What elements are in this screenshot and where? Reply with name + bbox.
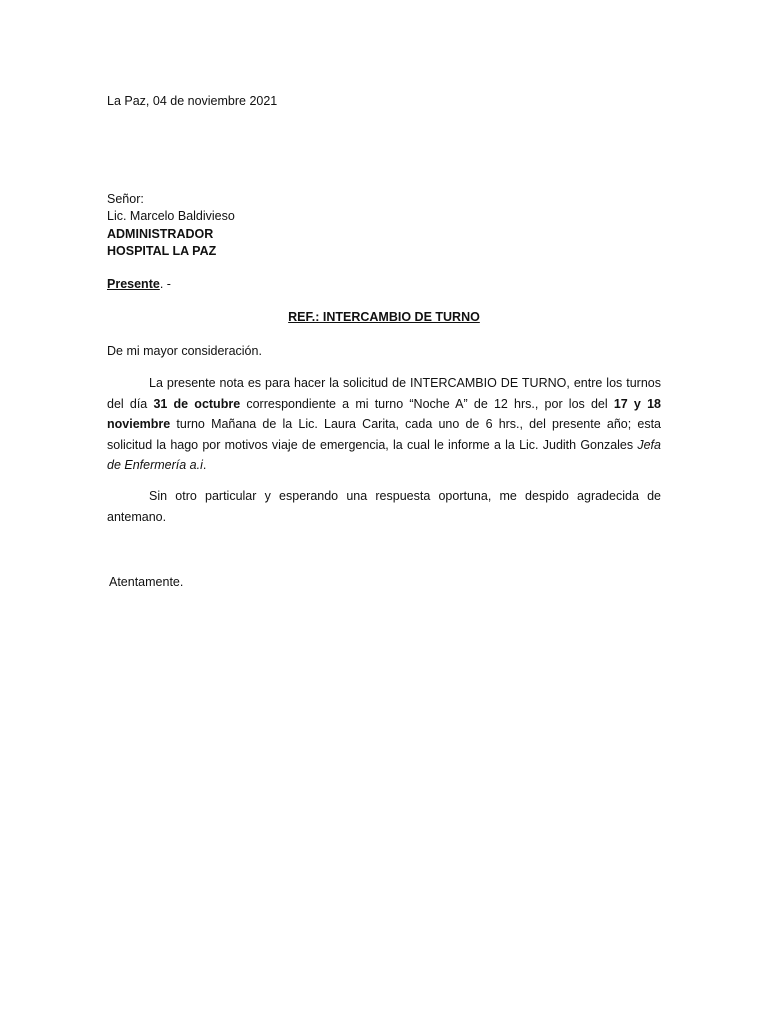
paragraph-1-title: Jefa de Enfermería a.i — [107, 437, 661, 472]
recipient-position: ADMINISTRADOR — [107, 226, 214, 241]
recipient-block — [107, 191, 661, 260]
presente-line — [107, 276, 661, 293]
presente-suffix: . - — [159, 277, 171, 291]
paragraph-1-date-b: 17 y 18 noviembre — [107, 396, 661, 431]
paragraph-1-text-d: . — [202, 458, 207, 472]
recipient-salutation: Señor: — [107, 192, 144, 206]
paragraph-1-date-a: 31 de octubre — [153, 396, 241, 411]
paragraph-1-text-c: turno Mañana de la Lic. Laura Carita, cada uno de 6 hrs., del presente año; esta solicitud la hago por motivos viaje de emergencia, la cual le informe a la Lic. Judith Gonzales — [107, 417, 661, 452]
body-paragraph-1 — [107, 373, 661, 476]
recipient-name: Lic. Marcelo Baldivieso — [107, 209, 235, 224]
body-paragraph-2: Sin otro particular y esperando una respuesta oportuna, me despido agradecida de antemano. — [107, 489, 661, 524]
greeting-line: De mi mayor consideración. — [107, 344, 262, 358]
presente-word: Presente — [107, 277, 160, 291]
closing-line: Atentamente. — [109, 575, 184, 589]
paragraph-1-text-a: La presente nota es para hacer la solicitud de INTERCAMBIO DE TURNO, entre los turnos del día — [107, 376, 661, 411]
recipient-institution: HOSPITAL LA PAZ — [107, 243, 217, 258]
reference-line: REF.: INTERCAMBIO DE TURNO — [288, 310, 480, 324]
date-line: La Paz, 04 de noviembre 2021 — [107, 94, 278, 108]
paragraph-1-text-b: correspondiente a mi turno “Noche A” de 12 hrs., por los del — [240, 396, 614, 411]
